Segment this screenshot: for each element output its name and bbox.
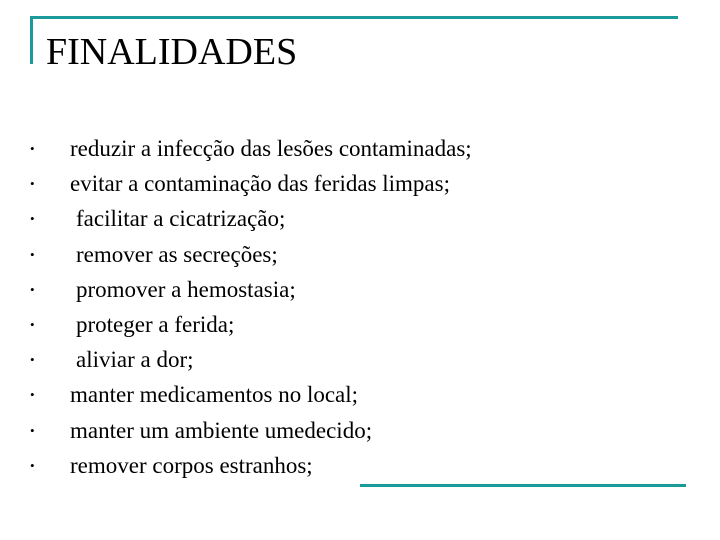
frame-top-rule: [30, 16, 678, 19]
bullet-icon: •: [30, 176, 35, 192]
list-item-text: proteger a ferida;: [76, 311, 235, 337]
list-item-text: evitar a contaminação das feridas limpas;: [70, 171, 450, 197]
list-item-text: manter medicamentos no local;: [70, 382, 359, 408]
bullet-icon: •: [30, 457, 35, 473]
list-item-text: facilitar a cicatrização;: [76, 206, 286, 232]
list-item-text: remover corpos estranhos;: [70, 452, 313, 478]
bullet-icon: •: [30, 387, 35, 403]
list-item-text: reduzir a infecção das lesões contaminadas;: [70, 136, 472, 161]
list-item-text: promover a hemostasia;: [76, 276, 296, 302]
list-item-text: aliviar a dor;: [76, 347, 194, 373]
bullet-icon: •: [30, 211, 35, 227]
bullet-icon: •: [30, 352, 35, 368]
frame-bottom-rule: [360, 484, 686, 487]
frame-left-rule: [30, 16, 33, 64]
list-item-text: manter um ambiente umedecido;: [70, 417, 373, 443]
slide-title: FINALIDADES: [46, 31, 298, 73]
bullet-icon: •: [30, 281, 35, 297]
bullet-icon: •: [30, 422, 35, 438]
list-item-text: remover as secreções;: [76, 241, 278, 267]
bullet-icon: •: [30, 316, 35, 332]
bullet-icon: •: [30, 141, 35, 156]
bullet-icon: •: [30, 246, 35, 262]
